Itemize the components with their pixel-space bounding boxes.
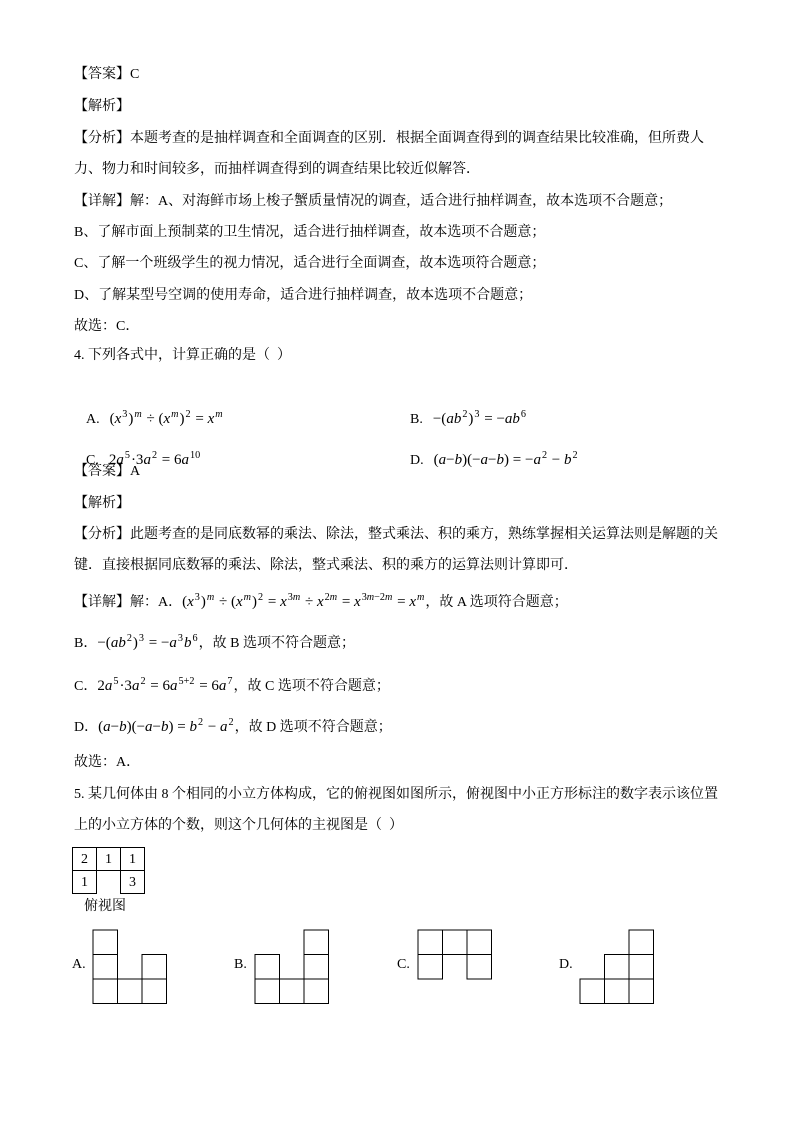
math-variable: m — [366, 591, 375, 603]
option-label: D. — [410, 453, 424, 468]
q4-detail-d — [74, 714, 392, 742]
math-variable: x — [187, 594, 194, 610]
q4-detail-b — [74, 630, 355, 658]
math-superscript — [215, 409, 222, 420]
q5-stem-line: 上的小立方体的个数，则这个几何体的主视图是（ ） — [74, 818, 403, 833]
math-variable: x — [207, 411, 215, 427]
cube-square — [304, 930, 329, 955]
detail-suffix: ，故 B 选项不符合题意； — [198, 636, 355, 651]
q3-conclusion: 故选：C． — [74, 319, 140, 334]
math-variable: a — [480, 452, 489, 468]
math-superscript: 6 — [192, 632, 198, 644]
top-view-cell: 1 — [73, 871, 97, 894]
math-superscript: 6 — [520, 408, 527, 420]
math-variable: x — [163, 411, 171, 427]
math-text: = 6a — [146, 678, 178, 694]
detail-suffix: ，故 A 选项符合题意； — [425, 595, 568, 610]
math-superscript: 2 — [541, 449, 548, 461]
math-superscript: 7 — [227, 675, 233, 687]
math-variable: a — [131, 678, 140, 694]
q4-analysis-line: 【分析】此题考查的是同底数幂的乘法、除法，整式乘法、积的乘方，熟练掌握相关运算法则是解题的关 — [74, 527, 718, 542]
math-variable: b — [118, 635, 126, 651]
detail-prefix: D． — [74, 720, 99, 735]
q3-answer: 【答案】C — [74, 67, 140, 82]
cube-square — [605, 979, 630, 1004]
math-variable: a — [116, 452, 124, 468]
math-text: ÷ (x — [142, 411, 171, 427]
math-variable: b — [512, 411, 520, 427]
cube-square — [605, 955, 630, 980]
math-variable: m — [292, 591, 301, 603]
math-superscript: 2 — [140, 675, 146, 687]
q4-analysis-line: 键．直接根据同底数幂的乘法、除法，整式乘法、积的乘方的运算法则计算即可． — [74, 558, 578, 573]
q5-option-c-label: C. — [397, 957, 410, 972]
cube-square — [304, 955, 329, 980]
q5-stem-line: 5. 某几何体由 8 个相同的小立方体构成，它的俯视图如图所示，俯视图中小正方形标注的数字表示该位置 — [74, 787, 718, 802]
cube-square — [255, 955, 280, 980]
math-superscript: 5 — [124, 449, 130, 461]
cube-square — [629, 979, 654, 1004]
option-label: C. — [86, 453, 99, 468]
cube-square — [255, 979, 280, 1004]
q5-option-a-label: A. — [72, 957, 86, 972]
math-variable: b — [564, 452, 572, 468]
q4-answer: 【答案】A — [74, 464, 141, 479]
cube-square — [418, 930, 443, 955]
math-superscript: 3 — [138, 632, 144, 644]
cube-square — [280, 979, 305, 1004]
q4-analysis-heading: 【解析】 — [74, 496, 130, 511]
math-superscript: 3 — [474, 408, 480, 420]
math-variable: m — [385, 591, 393, 603]
math-superscript: 2 — [572, 449, 578, 461]
math-superscript: 2 — [197, 716, 204, 728]
top-view-label: 俯视图 — [84, 899, 126, 914]
math-superscript — [134, 409, 141, 420]
math-variable: a — [181, 452, 189, 468]
cube-square — [467, 955, 492, 980]
math-variable: m — [171, 408, 179, 420]
cube-square — [93, 930, 118, 955]
math-superscript: 3m−2m — [361, 591, 393, 603]
math-superscript: 5 — [113, 675, 119, 687]
math-superscript: 2 — [126, 632, 132, 644]
math-text: − b — [548, 452, 572, 468]
top-view-grid — [72, 847, 145, 894]
detail-formula — [98, 716, 235, 735]
math-variable: m — [329, 591, 338, 603]
math-text: = x — [338, 594, 361, 610]
math-variable: m — [215, 408, 223, 420]
math-superscript: 2 — [151, 449, 158, 461]
q5-option-d-label: D. — [559, 957, 573, 972]
q5-option-b-figure — [254, 929, 330, 1005]
math-text: = x — [191, 411, 215, 427]
q3-detail-line: C、了解一个班级学生的视力情况，适合进行全面调查，故本选项符合题意； — [74, 256, 546, 271]
math-text: ÷ x — [301, 594, 324, 610]
math-text: ) — [252, 594, 258, 610]
math-text: ) — [468, 411, 474, 427]
math-superscript — [244, 592, 251, 603]
top-view-cell: 1 — [121, 848, 145, 871]
math-variable: x — [354, 594, 361, 610]
q5-option-c-figure — [417, 929, 493, 980]
top-view-cell: 2 — [73, 848, 97, 871]
q5-option-d-figure — [579, 929, 655, 1005]
math-variable: a — [143, 452, 151, 468]
math-text: (a−b)(−a−b) = b — [98, 719, 197, 735]
q3-analysis-line: 【分析】本题考查的是抽样调查和全面调查的区别．根据全面调查得到的调查结果比较准确，但所费人 — [74, 131, 704, 146]
math-variable: b — [453, 411, 462, 427]
q3-detail-line: D、了解某型号空调的使用寿命，适合进行抽样调查，故本选项不合题意； — [74, 288, 533, 303]
math-text: ·3a — [119, 678, 140, 694]
top-view-cell: 1 — [97, 848, 121, 871]
math-variable: a — [104, 678, 113, 694]
math-superscript — [417, 592, 424, 603]
math-superscript: 3 — [194, 591, 200, 603]
q4-detail-a — [74, 589, 568, 617]
math-variable: a — [169, 635, 177, 651]
option-formula — [433, 449, 579, 468]
math-text: ) — [179, 411, 185, 427]
math-text: = 6a — [195, 678, 227, 694]
math-superscript — [171, 409, 178, 420]
math-text: = x — [393, 594, 416, 610]
q4-detail-c — [74, 673, 390, 701]
math-variable: a — [103, 719, 111, 735]
q3-analysis-heading: 【解析】 — [74, 99, 130, 114]
math-variable: x — [316, 594, 324, 610]
q4-option-d — [396, 421, 579, 501]
cube-square — [629, 930, 654, 955]
math-variable: a — [145, 719, 153, 735]
top-view-cell-empty — [97, 871, 121, 894]
math-variable: a — [504, 411, 513, 427]
math-text: − a — [204, 719, 228, 735]
cube-square — [418, 955, 443, 980]
math-variable: x — [235, 594, 243, 610]
cube-square — [118, 979, 143, 1004]
math-superscript: 2 — [462, 408, 468, 420]
math-variable: a — [220, 719, 228, 735]
math-text: (a−b)(−a−b) = −a — [433, 452, 541, 468]
math-text: = −a — [145, 635, 177, 651]
math-superscript: 2m — [324, 591, 338, 603]
detail-formula — [182, 591, 425, 610]
math-variable: m — [134, 408, 142, 420]
math-text: ÷ (x — [215, 594, 243, 610]
detail-prefix: 【详解】解：A． — [74, 595, 183, 610]
math-superscript: 2 — [228, 716, 234, 728]
math-text: (x — [109, 411, 122, 427]
math-text: ·3a — [130, 452, 151, 468]
math-variable: b — [161, 719, 169, 735]
math-text: 2a — [108, 452, 124, 468]
q3-analysis-line: 力、物力和时间较多，而抽样调查得到的调查结果比较近似解答． — [74, 162, 480, 177]
q4-stem: 4. 下列各式中，计算正确的是（ ） — [74, 348, 291, 363]
math-text: ) — [128, 411, 134, 427]
math-variable: m — [417, 591, 425, 603]
math-variable: b — [454, 452, 463, 468]
math-text: ) — [200, 594, 206, 610]
math-variable: b — [496, 452, 505, 468]
math-superscript: 3m — [287, 591, 301, 603]
math-variable: b — [189, 719, 197, 735]
q5-option-a-figure — [92, 929, 168, 1005]
detail-formula — [97, 632, 198, 651]
math-variable: x — [409, 594, 416, 610]
math-text: −(ab — [432, 411, 462, 427]
math-variable: a — [218, 678, 227, 694]
math-variable: m — [206, 591, 215, 603]
math-variable: a — [110, 635, 119, 651]
math-variable: a — [533, 452, 541, 468]
q3-detail-line: B、了解市面上预制菜的卫生情况，适合进行抽样调查，故本选项不合题意； — [74, 225, 546, 240]
math-superscript: 2 — [258, 591, 264, 603]
detail-prefix: C． — [74, 679, 98, 694]
math-text: ) — [132, 635, 138, 651]
cube-square — [580, 979, 605, 1004]
math-variable: x — [280, 594, 287, 610]
cube-square — [443, 930, 468, 955]
cube-square — [142, 955, 167, 980]
q5-option-b-label: B. — [234, 957, 247, 972]
math-variable: b — [184, 635, 192, 651]
option-label: A. — [86, 412, 100, 427]
detail-formula — [97, 675, 233, 694]
math-variable: m — [243, 591, 252, 603]
cube-square — [304, 979, 329, 1004]
math-variable: b — [119, 719, 127, 735]
math-variable: a — [170, 678, 178, 694]
cube-square — [467, 930, 492, 955]
top-view-cell: 3 — [121, 871, 145, 894]
q4-conclusion: 故选：A． — [74, 755, 141, 770]
math-text: (x — [182, 594, 194, 610]
math-text: = 6a — [158, 452, 189, 468]
cube-square — [93, 979, 118, 1004]
detail-prefix: B． — [74, 636, 98, 651]
math-superscript: 10 — [190, 449, 201, 461]
q3-detail-line: 【详解】解：A、对海鲜市场上梭子蟹质量情况的调查，适合进行抽样调查，故本选项不合题意； — [74, 194, 673, 209]
math-superscript: 3 — [122, 408, 128, 420]
cube-square — [93, 955, 118, 980]
math-superscript — [207, 592, 214, 603]
math-variable: x — [114, 411, 122, 427]
math-text: 2a — [97, 678, 113, 694]
cube-square — [142, 979, 167, 1004]
math-superscript: 2 — [185, 408, 191, 420]
math-variable: a — [438, 452, 447, 468]
math-text: = −ab — [480, 411, 520, 427]
detail-suffix: ，故 C 选项不符合题意； — [233, 679, 390, 694]
math-superscript: 5+2 — [178, 675, 195, 687]
option-label: B. — [410, 412, 423, 427]
math-text: −(ab — [97, 635, 126, 651]
q4-option-c — [72, 421, 201, 501]
detail-suffix: ，故 D 选项不符合题意； — [234, 720, 392, 735]
math-text — [184, 635, 192, 651]
math-text: = x — [264, 594, 287, 610]
math-superscript: 3 — [177, 632, 184, 644]
math-variable: a — [446, 411, 454, 427]
cube-square — [629, 955, 654, 980]
